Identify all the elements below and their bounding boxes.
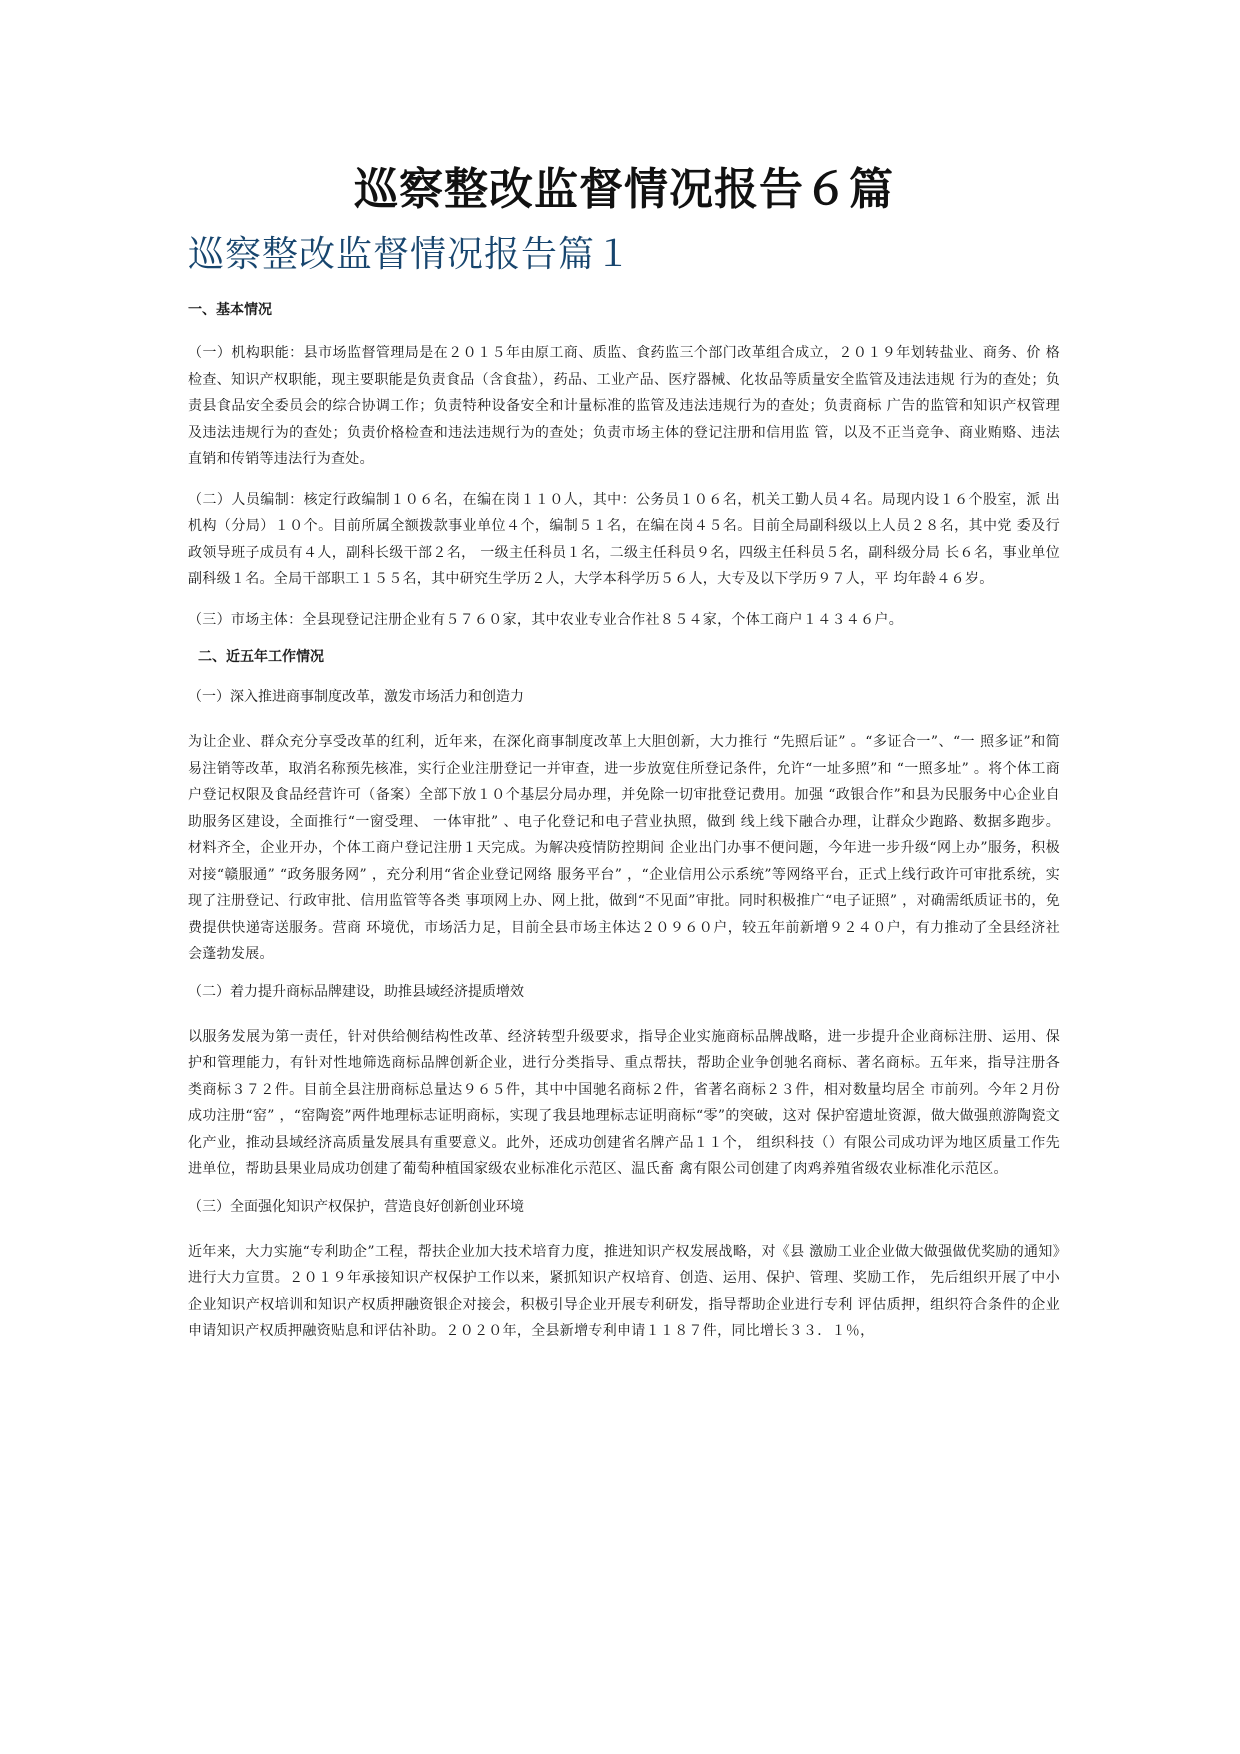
- paragraph-trademark-brand: 以服务发展为第一责任，针对供给侧结构性改革、经济转型升级要求，指导企业实施商标品牌战略，进一步提升企业商标注册、运用、保护和管理能力，有针对性地筛选商标品牌创新企业，进行分类指导、重点帮扶，帮助企业争创驰名商标、著名商标。五年来，指导注册各类商标３７２件。目前全县注册商标总量达９６５件，其中中国驰名商标２件，省著名商标２３件，相对数量均居全 市前列。今年２月份成功注册“窑” ，“窑陶瓷”两件地理标志证明商标，实现了我县地理标志证明商标“零”的突破，这对 保护窑遗址资源，做大做强煎游陶瓷文化产业，推动县域经济高质量发展具有重要意义。此外，还成功创建省名牌产品１１个， 组织科技（）有限公司成功评为地区质量工作先进单位，帮助县果业局成功创建了葡萄种植国家级农业标准化示范区、温氏畜 禽有限公司创建了肉鸡养殖省级农业标准化示范区。: [188, 1028, 1060, 1177]
- section-title: 巡察整改监督情况报告篇１: [188, 234, 633, 275]
- paragraph-institution-function: （一）机构职能：县市场监督管理局是在２０１５年由原工商、质监、食药监三个部门改革组合成立，２０１９年划转盐业、商务、价 格检查、知识产权职能，现主要职能是负责食品（含食盐），药品、工业产品、医疗器械、化妆品等质量安全监管及违法违规 行为的查处；负责县食品安全委员会的综合协调工作；负责特种设备安全和计量标准的监管及违法违规行为的查处；负责商标 广告的监管和知识产权管理及违法违规行为的查处；负责价格检查和违法违规行为的查处；负责市场主体的登记注册和信用监 管，以及不正当竞争、商业贿赂、违法直销和传销等违法行为查处。: [188, 345, 1060, 467]
- paragraph-ip-protection: 近年来，大力实施“专利助企”工程，帮扶企业加大技术培育力度，推进知识产权发展战略，对《县 激励工业企业做大做强做优奖励的通知》进行大力宣贯。２０１９年承接知识产权保护工作以来，紧抓知识产权培育、创造、运用、保护、管理、奖励工作， 先后组织开展了中小企业知识产权培训和知识产权质押融资银企对接会，积极引导企业开展专利研发，指导帮助企业进行专利 评估质押，组织符合条件的企业申请知识产权质押融资贴息和评估补助。２０２０年，全县新增专利申请１１８７件，同比增长３３．１％，: [188, 1243, 1060, 1339]
- subheading-ip-protection: （三）全面强化知识产权保护，营造良好创新创业环境: [188, 1198, 524, 1215]
- subheading-business-reform: （一）深入推进商事制度改革，激发市场活力和创造力: [188, 689, 524, 705]
- subheading-trademark-brand: （二）着力提升商标品牌建设，助推县域经济提质增效: [188, 983, 524, 1000]
- paragraph-market-entities: （三）市场主体：全县现登记注册企业有５７６０家，其中农业专业合作社８５４家，个体工商户１４３４６户。: [188, 611, 903, 628]
- document-page: [188, 160, 1060, 1359]
- paragraph-business-reform: 为让企业、群众充分享受改革的红利，近年来，在深化商事制度改革上大胆创新，大力推行 “先照后证” 。“多证合一”、“一 照多证”和简易注销等改革，取消名称预先核准，实行企业注册登记一并审查，进一步放宽住所登记条件，允许“一址多照”和 “一照多址” 。将个体工商户登记权限及食品经营许可（备案）全部下放１０个基层分局办理，并免除一切审批登记费用。加强 “政银合作”和县为民服务中心企业自助服务区建设，全面推行“一窗受理、 一体审批” 、电子化登记和电子营业执照，做到 线上线下融合办理，让群众少跑路、数据多跑步。材料齐全，企业开办，个体工商户登记注册１天完成。为解决疫情防控期间 企业出门办事不便问题，今年进一步升级“网上办”服务，积极对接“赣服通” “政务服务网” ，充分利用“省企业登记网络 服务平台” ，“企业信用公示系统”等网络平台，正式上线行政许可审批系统，实现了注册登记、行政审批、信用监管等各类 事项网上办、网上批，做到“不见面”审批。同时积极推广“电子证照” ，对确需纸质证书的，免费提供快递寄送服务。营商 环境优，市场活力足，目前全县市场主体达２０９６０户，较五年前新增９２４０户，有力推动了全县经济社会蓬勃发展。: [188, 734, 1060, 962]
- document-title: 巡察整改监督情况报告６篇: [354, 164, 894, 215]
- heading-five-year-work: 二、近五年工作情况: [198, 649, 324, 665]
- paragraph-staffing: （二）人员编制：核定行政编制１０６名，在编在岗１１０人，其中：公务员１０６名，机关工勤人员４名。局现内设１６个股室，派 出机构（分局）１０个。目前所属全额拨款事业单位４个，编制５１名，在编在岗４５名。目前全局副科级以上人员２８名，其中党 委及行政领导班子成员有４人，副科长级干部２名， 一级主任科员１名，二级主任科员９名，四级主任科员５名，副科级分局 长６名，事业单位副科级１名。全局干部职工１５５名，其中研究生学历２人，大学本科学历５６人，大专及以下学历９７人，平 均年龄４６岁。: [188, 491, 1060, 587]
- heading-basic-situation: 一、基本情况: [188, 302, 272, 318]
